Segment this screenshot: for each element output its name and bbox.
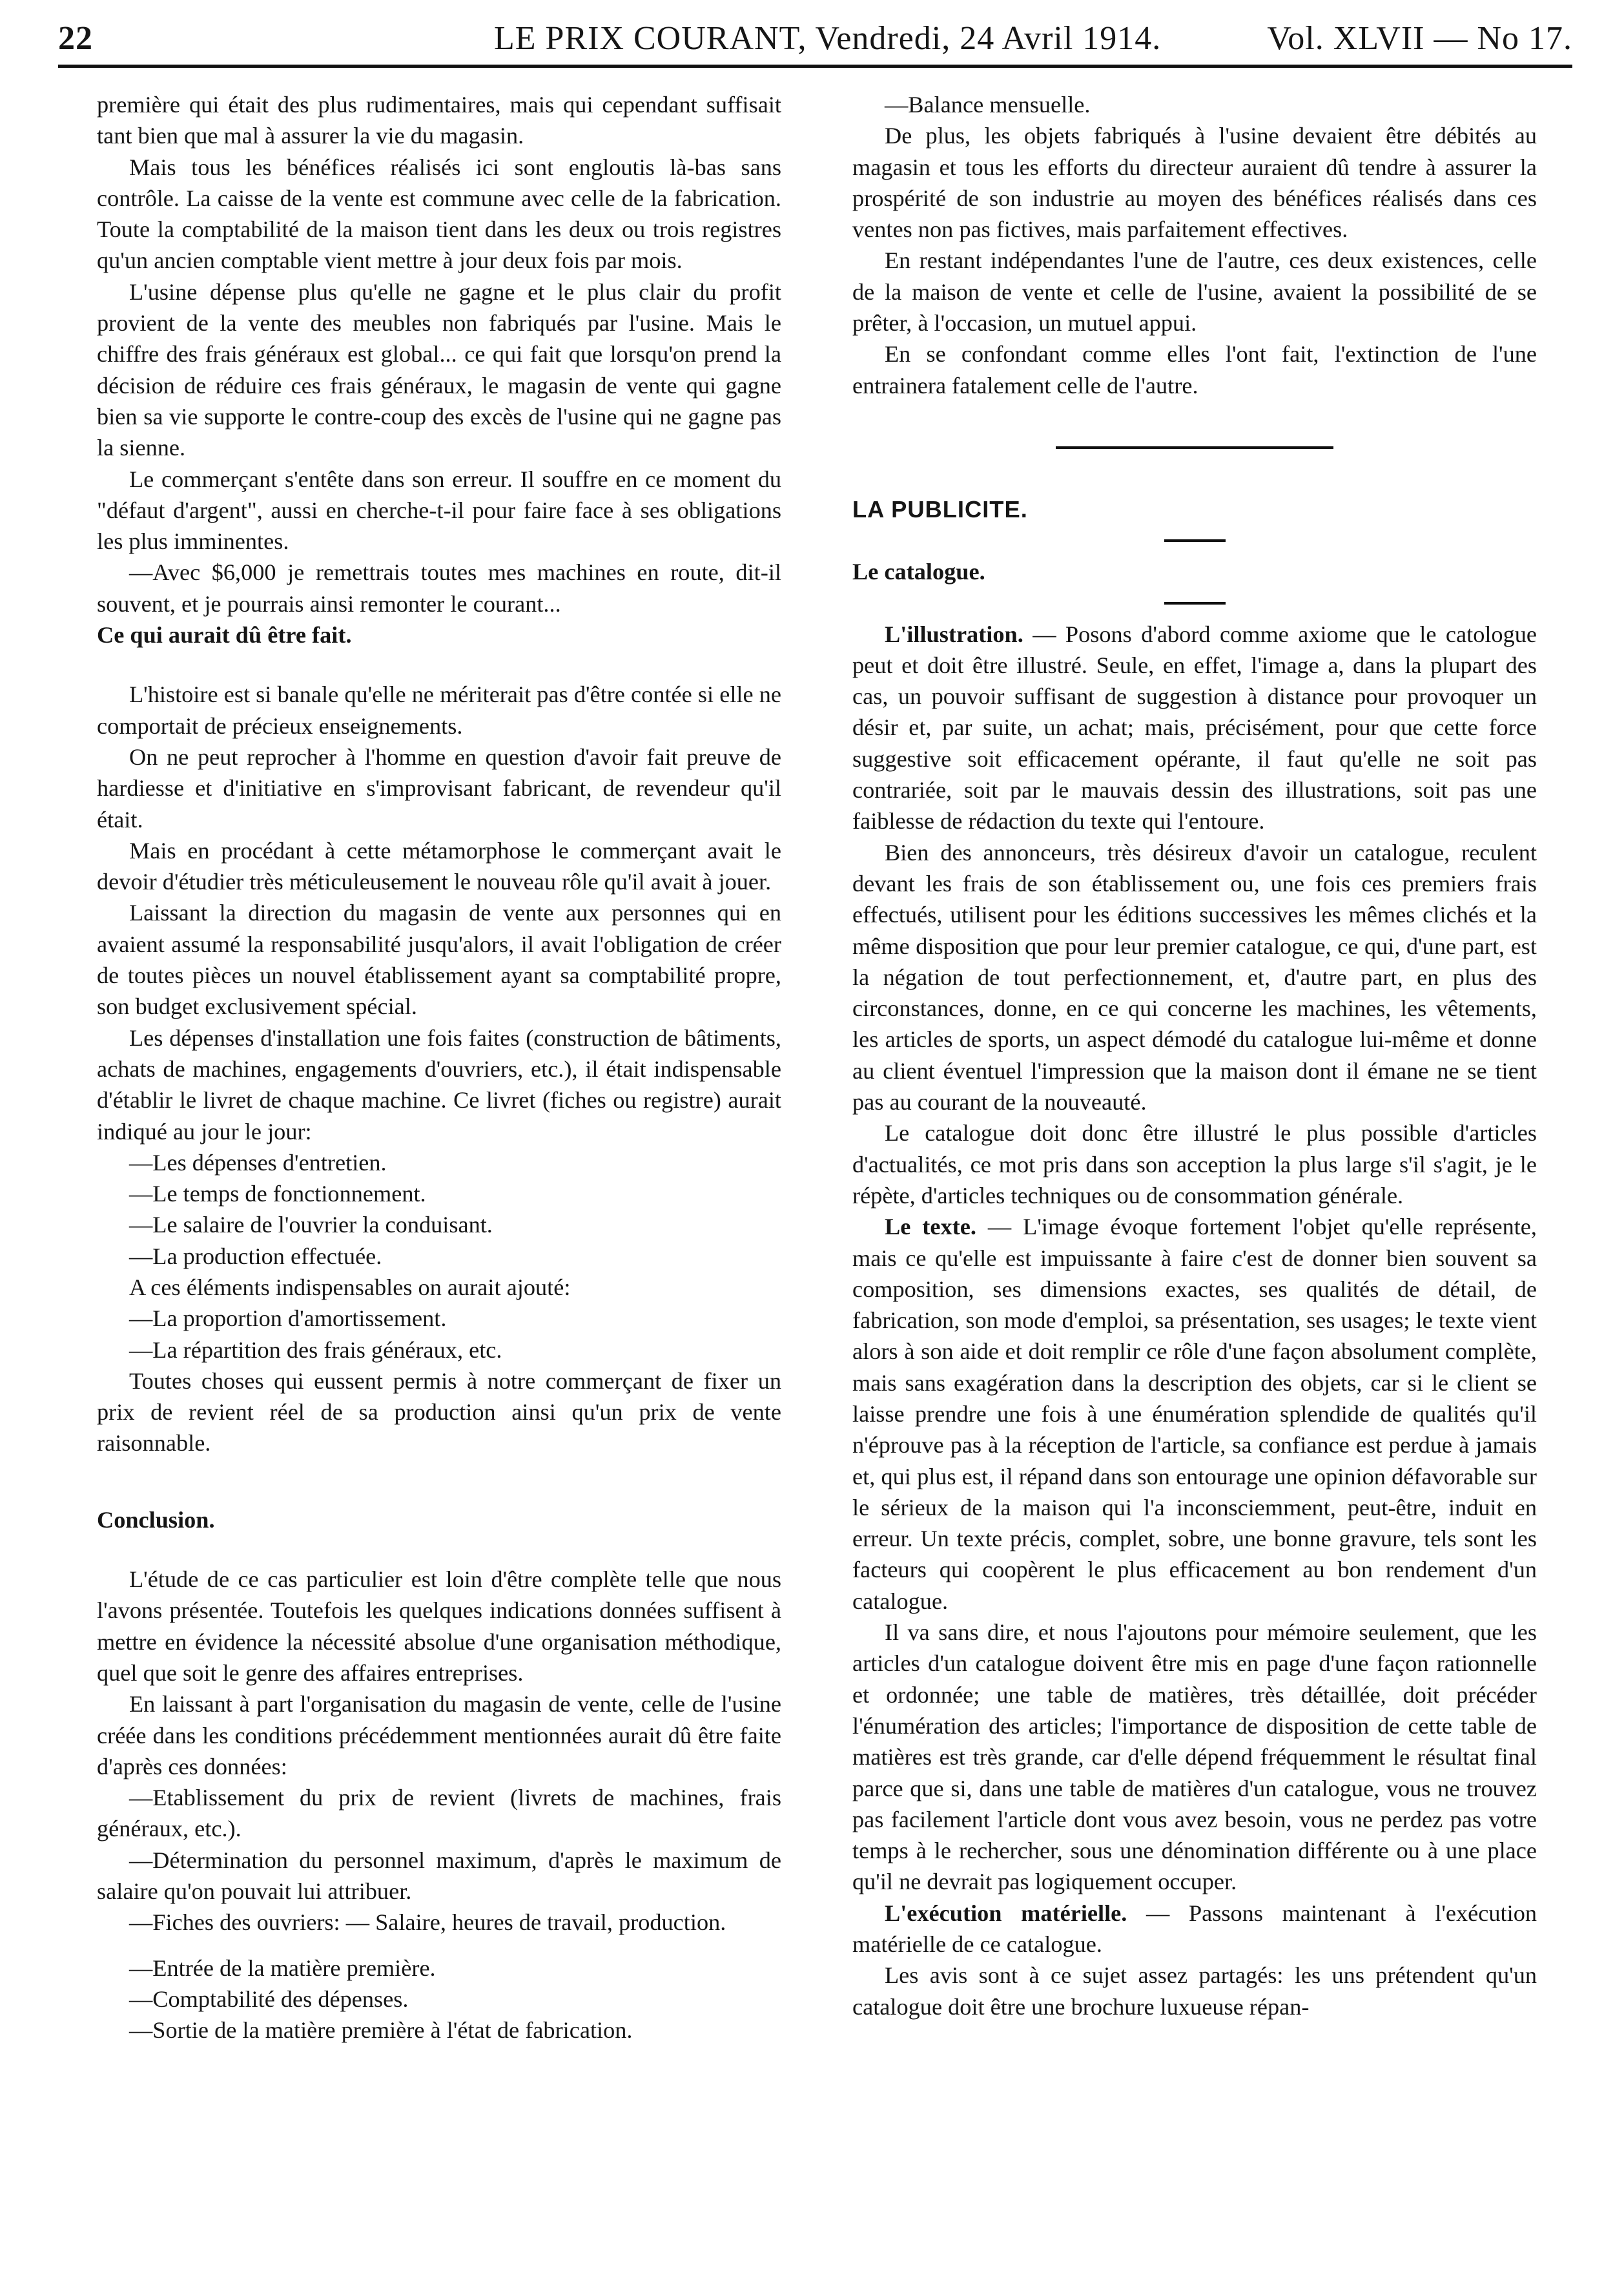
- list-item: —Fiches des ouvriers: — Salaire, heures de travail, production.: [129, 1909, 726, 1936]
- paragraph: [852, 1211, 1537, 1617]
- paragraph: Laissant la direction du magasin de vente aux personnes qui en avaient assumé la responsabilité jusqu'alors, il avait l'obligation de créer de toutes pièces un nouvel établissement ayant sa comptabilité propre, son budget exclusivement spécial.: [97, 900, 781, 1020]
- run-in-heading: Le texte.: [885, 1214, 976, 1240]
- paragraph: L'étude de ce cas particulier est loin d'être complète telle que nous l'avons présentée. Toutefois les quelques indications données suffisent à mettre en évidence la nécessité absolue d'une organisation méthodique, quel que soit le genre des affaires entreprises.: [97, 1566, 781, 1686]
- paragraph: Bien des annonceurs, très désireux d'avoir un catalogue, reculent devant les frais de son établissement ou, une fois ces premiers frais effectués, utilisent pour les éditions successives les mêmes clichés et la même disposition que pour leur premier catalogue, ce qui, d'une part, est la négation de tout perfectionnement, et, d'autre part, en plus des circonstances, donne, en ce qui concerne les machines, les vêtements, les articles de sports, un aspect démodé du catalogue lui-même et donne au client éventuel l'impression que la maison dont il émane ne se tient pas au courant de la nouveauté.: [852, 839, 1537, 1115]
- paragraph: Il va sans dire, et nous l'ajoutons pour mémoire seulement, que les articles d'un catalogue doivent être mis en page d'une façon rationnelle et ordonnée; une table de matières, très détaillée, doit précéder l'énumération des articles; l'importance de disposition de cette table de matières est très grande, car d'elle dépend fréquemment le résultat final parce que si, dans une table de matières d'un catalogue, vous ne trouvez pas facilement l'article dont vous avez besoin, vous ne perdez pas votre temps à le rechercher, sous une dénomination différente ou à une place qu'il ne devrait pas logiquement occuper.: [852, 1619, 1537, 1895]
- paragraph: Le catalogue doit donc être illustré le plus possible d'articles d'actualités, ce mot pris dans son acception la plus large s'il s'agit, je le répète, d'articles techniques ou de consommation générale.: [852, 1120, 1537, 1208]
- list-item: —Balance mensuelle.: [885, 92, 1091, 118]
- list-item: —Détermination du personnel maximum, d'après le maximum de salaire qu'on pouvait lui attribuer.: [97, 1847, 781, 1905]
- paragraph: On ne peut reprocher à l'homme en question d'avoir fait preuve de hardiesse et d'initiative en s'improvisant fabricant, de revendeur qu'il était.: [97, 743, 781, 833]
- paragraph: En restant indépendantes l'une de l'autre, ces deux existences, celle de la maison de vente et celle de l'usine, avaient la possibilité de se prêter, à l'occasion, un mutuel appui.: [852, 247, 1537, 337]
- header-rule: [58, 65, 1572, 68]
- paragraph: L'usine dépense plus qu'elle ne gagne et le plus clair du profit provient de la vente des meubles non fabriqués par l'usine. Mais le chiffre des frais généraux est global... ce qui fait que lorsqu'on prend la décision de réduire ces frais généraux, le magasin de vente qui gagne bien sa vie supporte le contre-coup des excès de l'usine qui ne gagne pas la sienne.: [97, 278, 781, 461]
- list-item: —Entrée de la matière première.: [129, 1955, 436, 1981]
- paragraph-text: — Passons maintenant à l'exécution matérielle de ce catalogue.: [852, 1900, 1537, 1958]
- page-number: 22: [58, 20, 93, 57]
- right-column: [852, 89, 1537, 2022]
- volume-number: Vol. XLVII — No 17.: [1267, 20, 1572, 57]
- paragraph: Les dépenses d'installation une fois faites (construction de bâtiments, achats de machines, engagements d'ouvriers, etc.), il était indispensable d'établir le livret de chaque machine. Ce livret (fiches ou registre) aurait indiqué au jour le jour:: [97, 1024, 781, 1145]
- page-header: [58, 19, 1572, 58]
- list-item: —Sortie de la matière première à l'état de fabrication.: [129, 2017, 633, 2044]
- list-item: —Les dépenses d'entretien.: [129, 1149, 387, 1176]
- paragraph-text: — Posons d'abord comme axiome que le catologue peut et doit être illustré. Seule, en effet, l'image a, dans la plupart des cas, un pouvoir suffisant de suggestion à distance pour provoquer un désir et, par suite, un achat; mais, précisément, pour que cette force suggestive soit efficacement opérante, il faut qu'elle ne soit pas contrariée, soit par le mauvais dessin des illustrations, soit pas une faiblesse de rédaction du texte qui l'entoure.: [852, 621, 1537, 835]
- paragraph: Mais en procédant à cette métamorphose le commerçant avait le devoir d'étudier très méticuleusement le nouveau rôle qu'il avait à jouer.: [97, 837, 781, 895]
- paragraph: Les avis sont à ce sujet assez partagés: les uns prétendent qu'un catalogue doit être une brochure luxueuse répan-: [852, 1962, 1537, 2020]
- paragraph: —Avec $6,000 je remettrais toutes mes machines en route, dit-il souvent, et je pourrais ainsi remonter le courant...: [97, 559, 781, 617]
- paragraph-text: — L'image évoque fortement l'objet qu'elle représente, mais ce qu'elle est impuissante à faire c'est de donner bien souvent sa composition, ses dimensions exactes, ses qualités de détail, de fabrication, son mode d'emploi, sa présentation, ses usages; le texte vient alors à son aide et doit remplir ce rôle d'une façon absolument complète, mais sans exagération dans la description des objets, car si le client se laisse prendre une fois à une énumération splendide de qualités qu'il n'éprouve pas à la réception de l'article, sa confiance est perdue à jamais et, qui plus est, il répand dans son entourage une opinion défavorable sur le sérieux de la maison qui l'a inconsciemment, peut-être, induit en erreur. Un texte précis, complet, sobre, une bonne gravure, tels sont les facteurs qui coopèrent le plus efficacement au bon rendement d'un catalogue.: [852, 1214, 1537, 1614]
- paragraph: L'histoire est si banale qu'elle ne mériterait pas d'être contée si elle ne comportait de précieux enseignements.: [97, 681, 781, 739]
- run-in-heading: L'illustration.: [885, 621, 1023, 647]
- list-item: —La répartition des frais généraux, etc.: [129, 1336, 502, 1363]
- section-heading: Ce qui aurait dû être fait.: [97, 622, 352, 648]
- list-item: —La production effectuée.: [129, 1243, 382, 1269]
- section-subtitle: Le catalogue.: [852, 559, 985, 585]
- paragraph: A ces éléments indispensables on aurait ajouté:: [129, 1274, 571, 1300]
- paragraph: Le commerçant s'entête dans son erreur. Il souffre en ce moment du "défaut d'argent", aussi en cherche-t-il pour faire face à ses obligations les plus imminentes.: [97, 466, 781, 555]
- paragraph: En laissant à part l'organisation du magasin de vente, celle de l'usine créée dans les conditions précédemment mentionnées aurait dû être faite d'après ces données:: [97, 1691, 781, 1779]
- paragraph: [852, 619, 1537, 837]
- run-in-heading: L'exécution matérielle.: [885, 1900, 1127, 1926]
- paragraph: Toutes choses qui eussent permis à notre commerçant de fixer un prix de revient réel de sa production ainsi qu'un prix de vente raisonnable.: [97, 1367, 781, 1457]
- paragraph: Mais tous les bénéfices réalisés ici sont engloutis là-bas sans contrôle. La caisse de la vente est commune avec celle de la fabrication. Toute la comptabilité de la maison tient dans les deux ou trois registres qu'un ancien comptable vient mettre à jour deux fois par mois.: [97, 154, 781, 274]
- list-item: —Le temps de fonctionnement.: [129, 1181, 426, 1207]
- section-heading: Conclusion.: [97, 1506, 215, 1533]
- list-item: —La proportion d'amortissement.: [129, 1305, 447, 1332]
- list-item: —Le salaire de l'ouvrier la conduisant.: [129, 1212, 493, 1238]
- publication-title: LE PRIX COURANT, Vendredi, 24 Avril 1914.: [494, 20, 1162, 57]
- list-item: —Comptabilité des dépenses.: [129, 1986, 409, 2012]
- list-item: —Etablissement du prix de revient (livrets de machines, frais généraux, etc.).: [97, 1785, 781, 1842]
- left-column: [97, 89, 781, 2046]
- paragraph: [852, 1898, 1537, 1960]
- paragraph: De plus, les objets fabriqués à l'usine devaient être débités au magasin et tous les efforts du directeur auraient dû tendre à assurer la prospérité de son industrie au moyen des bénéfices réalisés dans ces ventes non pas fictives, mais parfaitement effectives.: [852, 123, 1537, 243]
- section-title: LA PUBLICITE.: [852, 495, 1028, 523]
- paragraph: En se confondant comme elles l'ont fait, l'extinction de l'une entrainera fatalement celle de l'autre.: [852, 341, 1537, 399]
- paragraph: première qui était des plus rudimentaires, mais qui cependant suffisait tant bien que mal à assurer la vie du magasin.: [97, 92, 781, 149]
